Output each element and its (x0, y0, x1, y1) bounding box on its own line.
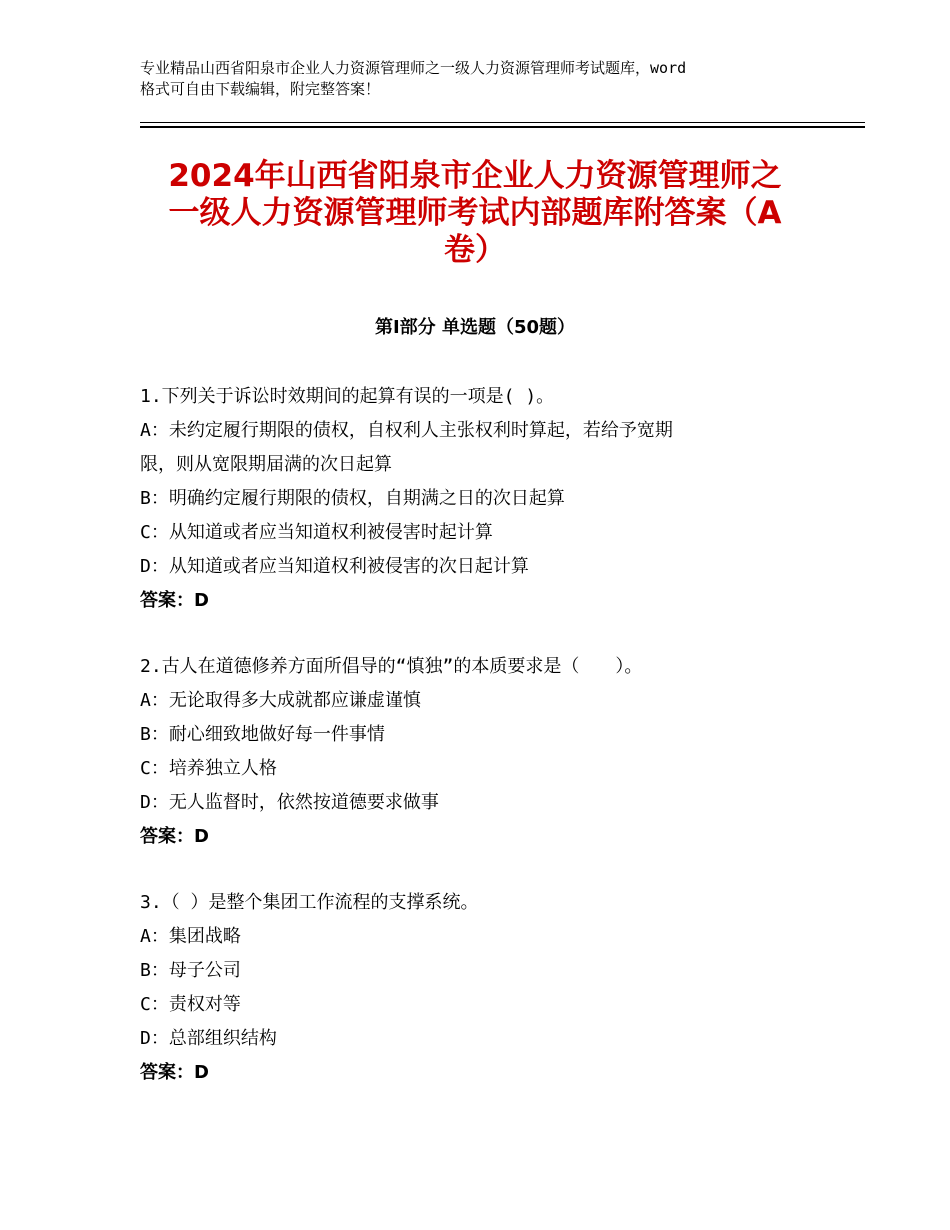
question-option: C：培养独立人格 (140, 758, 277, 779)
header-rule-thick (140, 126, 865, 128)
document-title-line-2: 一级人力资源管理师考试内部题库附答案（A (168, 195, 782, 231)
question-answer: 答案：D (140, 826, 209, 847)
question-option: B：耐心细致地做好每一件事情 (140, 724, 385, 745)
question-option: D：总部组织结构 (140, 1028, 277, 1049)
question-option: B：母子公司 (140, 960, 241, 981)
question-option: D：无人监督时，依然按道德要求做事 (140, 792, 439, 813)
question-stem: 3.（ ）是整个集团工作流程的支撑系统。 (140, 892, 479, 913)
question-option: A：无论取得多大成就都应谦虚谨慎 (140, 690, 421, 711)
document-title (140, 158, 810, 269)
header-note-line-1: 专业精品山西省阳泉市企业人力资源管理师之一级人力资源管理师考试题库，word (140, 59, 687, 77)
question-stem: 1.下列关于诉讼时效期间的起算有误的一项是( )。 (140, 386, 555, 407)
question-list (140, 380, 820, 1122)
question-option-continuation: 限，则从宽限期届满的次日起算 (140, 454, 392, 475)
question-answer: 答案：D (140, 590, 209, 611)
question-answer: 答案：D (140, 1062, 209, 1083)
document-title-line-1: 2024年山西省阳泉市企业人力资源管理师之 (168, 158, 782, 194)
question-option: C：责权对等 (140, 994, 241, 1015)
section-title: 第Ⅰ部分 单选题（50题） (374, 317, 575, 338)
document-title-line-3: 卷） (444, 232, 506, 268)
question-option: B：明确约定履行期限的债权，自期满之日的次日起算 (140, 488, 565, 509)
header-note-line-2: 格式可自由下载编辑，附完整答案！ (140, 80, 381, 98)
question-option: D：从知道或者应当知道权利被侵害的次日起计算 (140, 556, 529, 577)
question-option: C：从知道或者应当知道权利被侵害时起计算 (140, 522, 493, 543)
header-note (140, 58, 830, 100)
question-3 (140, 886, 820, 1090)
question-2 (140, 650, 820, 854)
question-stem: 2.古人在道德修养方面所倡导的“慎独”的本质要求是（ ）。 (140, 656, 643, 677)
question-1 (140, 380, 820, 618)
header-rule-thin (140, 122, 865, 123)
question-option: A：未约定履行期限的债权，自权利人主张权利时算起，若给予宽期 (140, 420, 673, 441)
question-option: A：集团战略 (140, 926, 241, 947)
